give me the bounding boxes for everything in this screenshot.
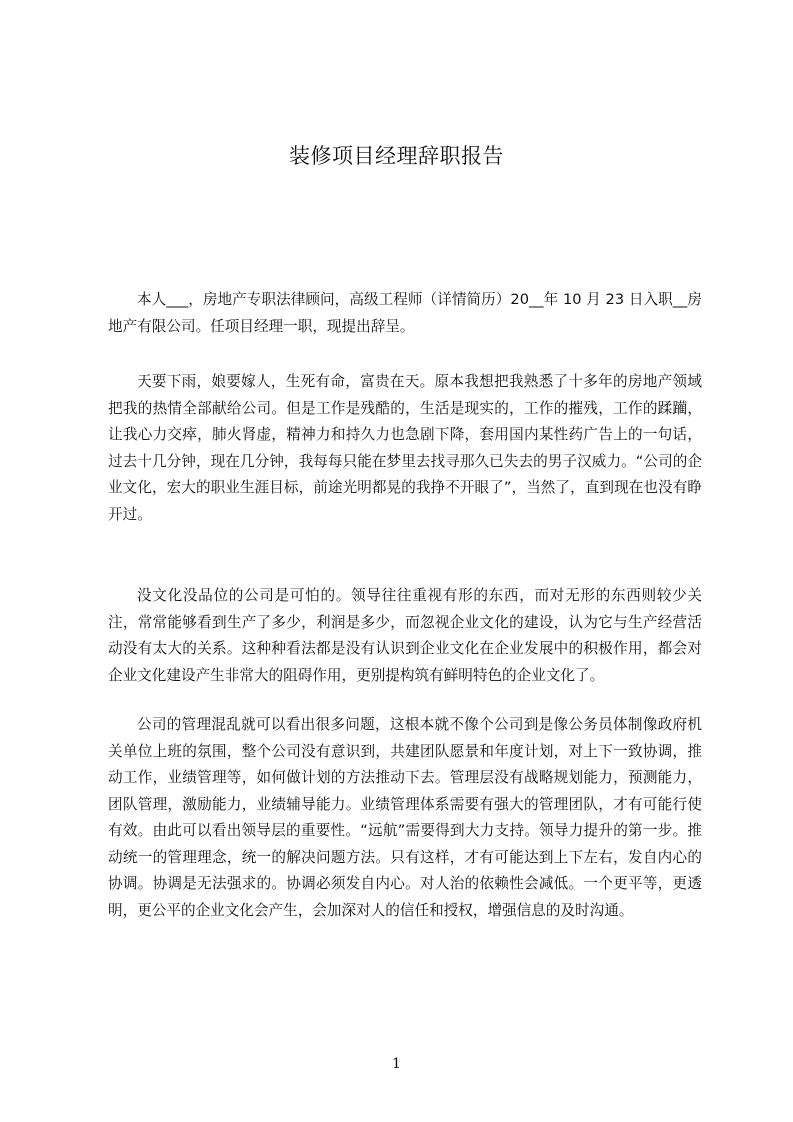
document-title: 装修项目经理辞职报告 — [289, 144, 504, 168]
paragraph-reason-culture: 没文化没品位的公司是可怕的。领导往往重视有形的东西，而对无形的东西则较少关注，常常能够看到生产了多少，利润是多少，而忽视企业文化的建设，认为它与生产经营活动没有太大的关系。这种种看法都是没有认识到企业文化在企业发展中的积极作用，都会对企业文化建设产生非常大的阻碍作用，更别提构筑有鲜明特色的企业文化了。 — [108, 587, 702, 684]
paragraph-intro: 本人___，房地产专职法律顾问，高级工程师（详情简历）20__年 10 月 23 日入职__房地产有限公司。任项目经理一职，现提出辞呈。 — [108, 291, 702, 335]
paragraph-reason-management: 公司的管理混乱就可以看出很多问题，这根本就不像个公司到是像公务员体制像政府机关单位上班的氛围，整个公司没有意识到，共建团队愿景和年度计划，对上下一致协调，推动工作，业绩管理等，如何做计划的方法推动下去。管理层没有战略规划能力，预测能力，团队管理，激励能力，业绩辅导能力。业绩管理体系需要有强大的管理团队，才有可能行使有效。由此可以看出领导层的重要性。“远航”需要得到大力支持。领导力提升的第一步。推动统一的管理理念，统一的解决问题方法。只有这样，才有可能达到上下左右，发自内心的协调。协调是无法强求的。协调必须发自内心。对人治的依赖性会减低。一个更平等，更透明，更公平的企业文化会产生，会加深对人的信任和授权，增强信息的及时沟通。 — [108, 716, 702, 919]
paragraph-reason-work: 天要下雨，娘要嫁人，生死有命，富贵在天。原本我想把我熟悉了十多年的房地产领域把我的热情全部献给公司。但是工作是残酷的，生活是现实的，工作的摧残，工作的蹂躏，让我心力交瘁，肺火肾虚，精神力和持久力也急剧下降，套用国内某性药广告上的一句话，过去十几分钟，现在几分钟，我每每只能在梦里去找寻那久已失去的男子汉威力。“公司的企业文化，宏大的职业生涯目标，前途光明都晃的我挣不开眼了”，当然了，直到现在也没有睁开过。 — [108, 373, 702, 523]
page-number: 1 — [392, 1056, 401, 1072]
